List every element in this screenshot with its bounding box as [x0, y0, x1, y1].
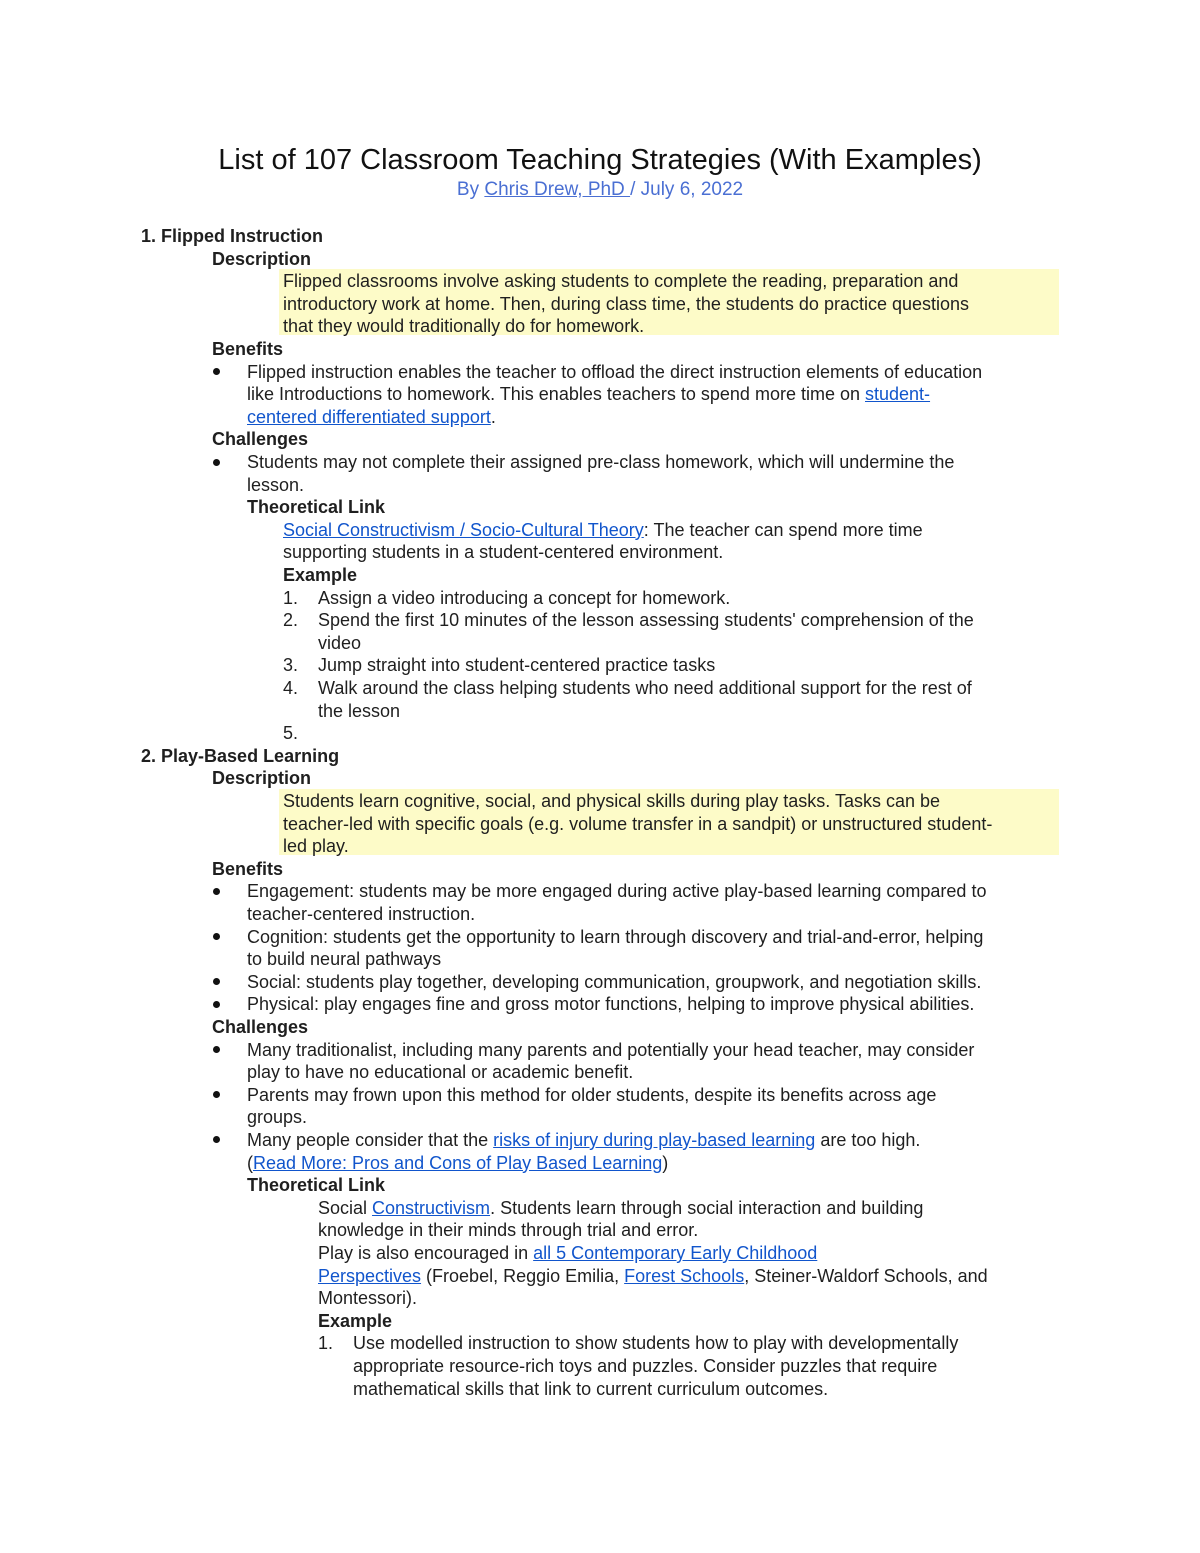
constructivism-link[interactable]: Constructivism	[372, 1197, 491, 1218]
bullet-icon	[213, 888, 220, 895]
example-line: video	[318, 632, 362, 653]
section-2-challenge-line	[247, 1152, 668, 1175]
challenge-text: Many people consider that the	[247, 1130, 494, 1150]
example-line: mathematical skills that link to current curriculum outcomes.	[353, 1378, 829, 1399]
section-2-theory-line: Montessori).	[318, 1288, 418, 1309]
section-2-description-label: Description	[212, 768, 312, 789]
section-1-theory-label: Theoretical Link	[247, 497, 386, 518]
example-line: Use modelled instruction to show students how to play with developmentally	[353, 1333, 959, 1354]
section-2-theory-line	[318, 1197, 923, 1220]
social-constructivism-link[interactable]: Social Constructivism / Socio-Cultural Theory	[283, 519, 644, 540]
section-2-challenge-line	[247, 1129, 920, 1152]
section-1-example-label: Example	[283, 565, 358, 585]
student-centered-link[interactable]: student-	[865, 384, 931, 405]
byline-separator: /	[630, 179, 641, 200]
section-2-challenge-line: Many traditionalist, including many parents and potentially your head teacher, may consider	[247, 1039, 975, 1060]
bullet-icon	[213, 459, 220, 466]
paren-open: (	[247, 1152, 253, 1173]
section-2-benefits-label: Benefits	[212, 858, 284, 879]
example-line: appropriate resource-rich toys and puzzles. Consider puzzles that require	[353, 1356, 938, 1376]
perspectives-link[interactable]: Perspectives	[318, 1265, 422, 1286]
section-1-benefit-line: Flipped instruction enables the teacher to offload the direct instruction elements of education	[247, 361, 983, 382]
section-2-description-line: Students learn cognitive, social, and physical skills during play tasks. Tasks can be	[283, 791, 941, 811]
early-childhood-perspectives-link[interactable]: all 5 Contemporary Early Childhood	[533, 1243, 818, 1263]
section-1-challenge-line: Students may not complete their assigned pre-class homework, which will undermine the	[247, 452, 955, 472]
section-2-description-line: teacher-led with specific goals (e.g. volume transfer in a sandpit) or unstructured student-	[283, 813, 993, 834]
bullet-icon	[213, 368, 220, 375]
example-line: the lesson	[318, 700, 401, 721]
section-2-theory-line: knowledge in their minds through trial and error.	[318, 1220, 699, 1241]
publish-date: July 6, 2022	[640, 179, 744, 200]
benefit-text: like Introductions to homework. This enables teachers to spend more time on	[247, 384, 865, 405]
section-2-description-line: led play.	[283, 836, 349, 857]
section-2-theory-line	[318, 1242, 817, 1265]
section-2-example-label: Example	[318, 1310, 393, 1331]
section-2-benefit-line: Social: students play together, developing communication, groupwork, and negotiation skills.	[247, 971, 982, 992]
section-2-theory-label: Theoretical Link	[247, 1175, 386, 1196]
example-number: 1.	[283, 587, 299, 608]
section-2-benefit-line: Engagement: students may be more engaged during active play-based learning compared to	[247, 881, 987, 902]
paren-close: )	[662, 1152, 669, 1173]
section-2-theory-line	[318, 1265, 988, 1288]
bullet-icon	[213, 933, 220, 940]
theory-text: , Steiner-Waldorf Schools, and	[744, 1265, 988, 1286]
theory-text: Social	[318, 1197, 373, 1218]
read-more-link[interactable]: Read More: Pros and Cons of Play Based Learning	[253, 1152, 663, 1173]
section-1-theory-line: supporting students in a student-centered environment.	[283, 542, 724, 563]
section-1-description-line: that they would traditionally do for homework.	[283, 316, 645, 337]
section-1-description-label: Description	[212, 249, 312, 269]
section-2-challenges-label: Challenges	[212, 1017, 309, 1037]
example-line: Assign a video introducing a concept for homework.	[318, 587, 731, 608]
section-1-heading: 1. Flipped Instruction	[141, 226, 324, 246]
example-line: Spend the first 10 minutes of the lesson assessing students' comprehension of the	[318, 610, 974, 631]
theory-text: (Froebel, Reggio Emilia,	[421, 1265, 625, 1286]
theory-text: . Students learn through social interaction and building	[490, 1197, 924, 1218]
section-1-theory-line	[283, 519, 923, 542]
bullet-icon	[213, 978, 220, 985]
example-number: 3.	[283, 655, 299, 676]
byline	[0, 178, 1200, 202]
example-number: 2.	[283, 610, 299, 631]
author-link[interactable]: Chris Drew, PhD	[484, 179, 631, 200]
theory-text: Play is also encouraged in	[318, 1243, 534, 1263]
bullet-icon	[213, 1046, 220, 1053]
section-1-description-line: introductory work at home. Then, during class time, the students do practice questions	[283, 293, 970, 314]
section-2-benefit-line: Physical: play engages fine and gross motor functions, helping to improve physical abilities.	[247, 994, 975, 1015]
challenge-text: are too high.	[815, 1130, 921, 1150]
example-number: 1.	[318, 1333, 334, 1354]
section-2-heading: 2. Play-Based Learning	[141, 745, 340, 766]
section-2-benefit-line: teacher-centered instruction.	[247, 904, 476, 924]
page-title: List of 107 Classroom Teaching Strategies (With Examples)	[218, 144, 982, 176]
theory-text: : The teacher can spend more time	[643, 519, 923, 540]
section-2-benefit-line: Cognition: students get the opportunity to learn through discovery and trial-and-error, helping	[247, 926, 984, 947]
bullet-icon	[213, 1001, 220, 1008]
byline-prefix: By	[456, 179, 485, 200]
section-1-challenge-line: lesson.	[247, 474, 305, 495]
example-line: Jump straight into student-centered practice tasks	[318, 655, 716, 676]
section-1-description-line: Flipped classrooms involve asking students to complete the reading, preparation and	[283, 271, 959, 291]
section-2-challenge-line: groups.	[247, 1107, 308, 1128]
section-1-benefits-label: Benefits	[212, 339, 284, 359]
bullet-icon	[213, 1136, 220, 1143]
section-1-challenges-label: Challenges	[212, 429, 309, 450]
example-number: 4.	[283, 678, 299, 698]
example-line: Walk around the class helping students who need additional support for the rest of	[318, 678, 972, 698]
section-2-challenge-line: Parents may frown upon this method for older students, despite its benefits across age	[247, 1084, 937, 1105]
bullet-icon	[213, 1091, 220, 1098]
differentiated-support-link[interactable]: centered differentiated support	[247, 406, 491, 427]
section-2-challenge-line: play to have no educational or academic benefit.	[247, 1062, 634, 1083]
section-2-benefit-line: to build neural pathways	[247, 949, 442, 970]
section-1-benefit-line	[247, 406, 496, 429]
risks-of-injury-link[interactable]: risks of injury during play-based learning	[493, 1130, 816, 1150]
section-1-benefit-line	[247, 383, 930, 406]
forest-schools-link[interactable]: Forest Schools	[624, 1265, 745, 1286]
example-number: 5.	[283, 723, 299, 744]
benefit-period: .	[490, 406, 496, 427]
